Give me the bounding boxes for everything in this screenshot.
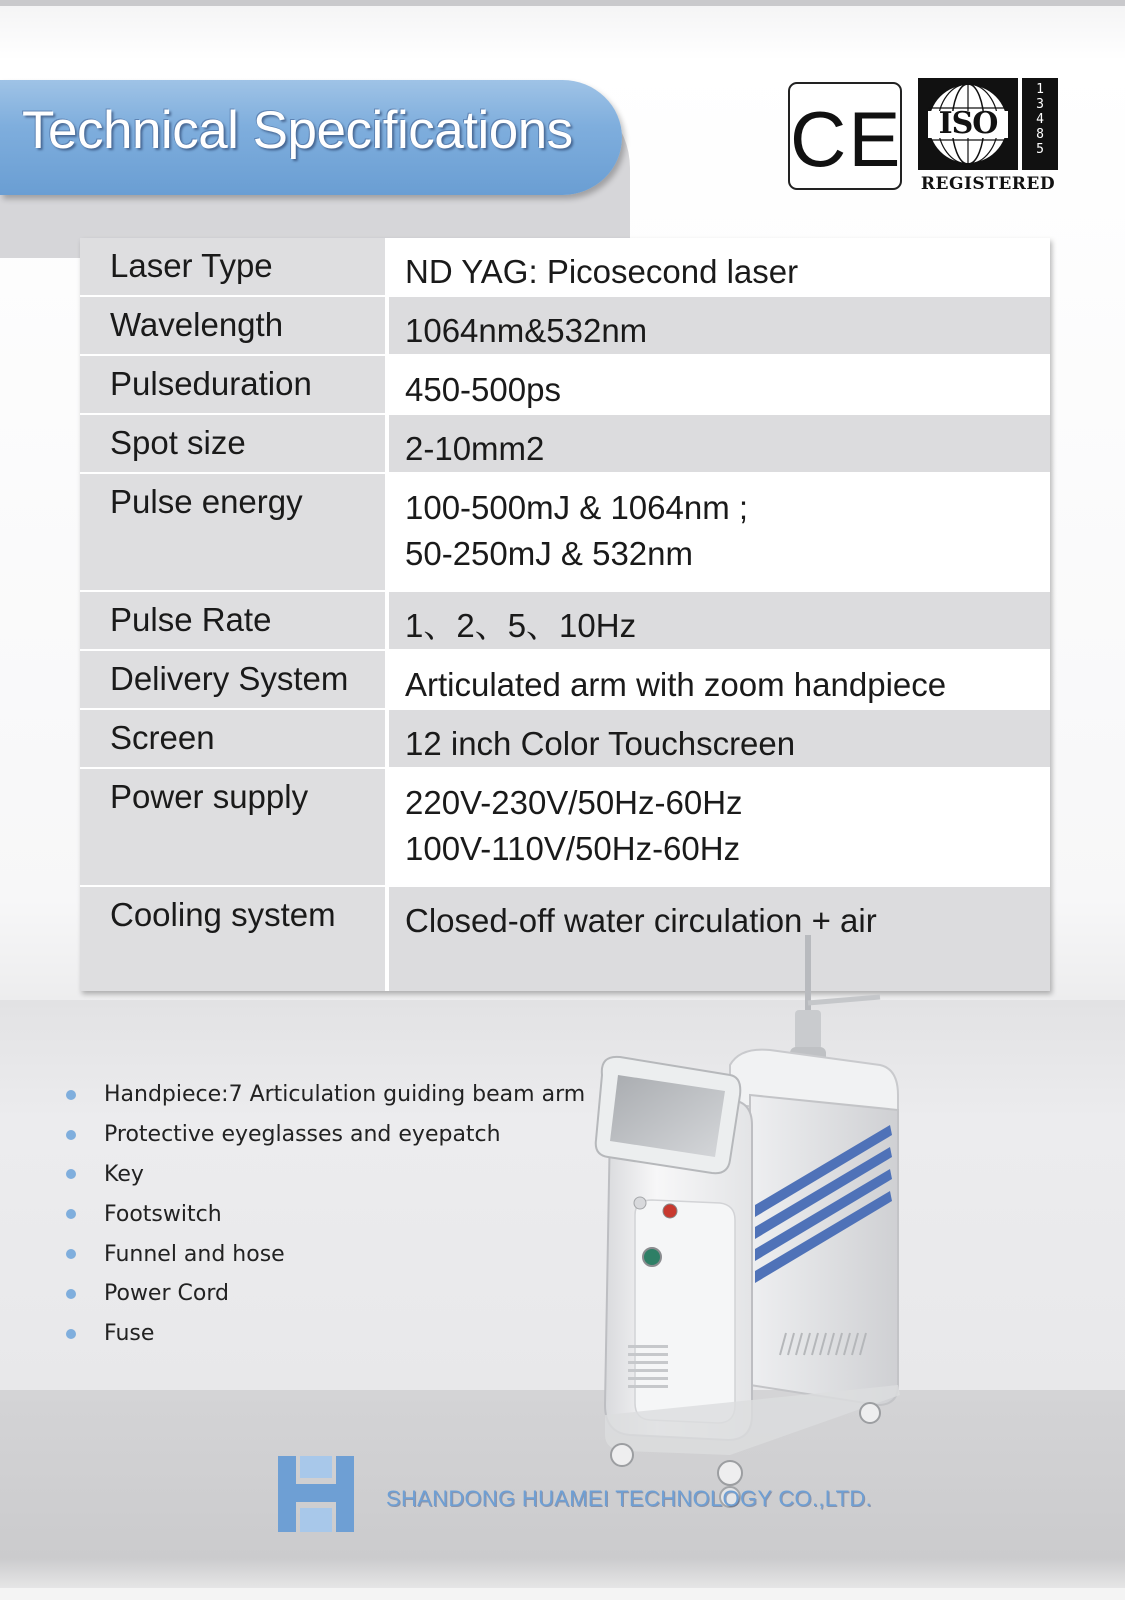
spec-row-spot-size (80, 415, 1050, 474)
list-item (62, 1314, 585, 1354)
company-h-logo (278, 1456, 354, 1532)
iso-digit: 4 (1036, 112, 1044, 127)
spec-label: Pulse energy (80, 474, 389, 590)
bullet-icon (66, 1249, 76, 1259)
spec-value-line: Closed-off water circulation + air (405, 902, 877, 939)
top-divider (0, 0, 1125, 6)
iso-digit: 1 (1036, 82, 1044, 97)
iso-logo (918, 78, 1058, 196)
list-item (62, 1194, 585, 1234)
spec-table (80, 238, 1050, 991)
spec-row-pulse-energy (80, 474, 1050, 592)
bullet-icon (66, 1289, 76, 1299)
bullet-icon (66, 1209, 76, 1219)
spec-value-line: ND YAG: Picosecond laser (405, 253, 799, 290)
spec-value-line: 12 inch Color Touchscreen (405, 725, 796, 762)
accessory-label: Handpiece:7 Articulation guiding beam arm (104, 1082, 586, 1108)
iso-digit: 8 (1036, 127, 1044, 142)
bottom-strip (0, 1588, 1125, 1600)
spec-value (389, 474, 1050, 590)
spec-label: Laser Type (80, 238, 389, 295)
list-item (62, 1274, 585, 1314)
spec-label: Delivery System (80, 651, 389, 708)
ce-logo (788, 82, 902, 190)
accessories-list (62, 1075, 585, 1354)
spec-value-line: 100-500mJ & 1064nm ; (405, 489, 749, 526)
spec-row-screen (80, 710, 1050, 769)
spec-value-line: 50-250mJ & 532nm (405, 535, 693, 572)
spec-row-wavelength (80, 297, 1050, 356)
spec-row-pulse-rate (80, 592, 1050, 651)
spec-value-line: 1、2、5、10Hz (405, 607, 637, 644)
iso-registered-label: REGISTERED (920, 174, 1056, 194)
spec-value (389, 769, 1050, 885)
spec-value-line: 100V-110V/50Hz-60Hz (405, 830, 741, 867)
iso-number-column (1022, 78, 1058, 170)
spec-value (389, 415, 1050, 472)
spec-label: Cooling system (80, 887, 389, 991)
spec-value-line: 450-500ps (405, 371, 561, 408)
spec-value (389, 592, 1050, 649)
spec-value-line: 2-10mm2 (405, 430, 545, 467)
spec-value-line: 220V-230V/50Hz-60Hz (405, 784, 743, 821)
list-item (62, 1115, 585, 1155)
iso-mark: ISO (938, 106, 998, 141)
bullet-icon (66, 1090, 76, 1100)
accessory-label: Fuse (104, 1321, 155, 1347)
spec-label: Pulse Rate (80, 592, 389, 649)
spec-row-power-supply (80, 769, 1050, 887)
iso-globe-block (918, 78, 1018, 170)
accessory-label: Protective eyeglasses and eyepatch (104, 1122, 501, 1148)
accessory-label: Footswitch (104, 1201, 222, 1227)
list-item (62, 1075, 585, 1115)
bullet-icon (66, 1329, 76, 1339)
spec-row-laser-type (80, 238, 1050, 297)
accessory-label: Key (104, 1161, 144, 1187)
iso-digit: 3 (1036, 97, 1044, 112)
iso-digit: 5 (1036, 142, 1044, 157)
spec-value (389, 297, 1050, 354)
spec-label: Screen (80, 710, 389, 767)
spec-label: Power supply (80, 769, 389, 885)
accessory-label: Funnel and hose (104, 1241, 285, 1267)
list-item (62, 1155, 585, 1195)
spec-value (389, 710, 1050, 767)
spec-value (389, 238, 1050, 295)
laser-machine-image (580, 935, 920, 1545)
spec-row-pulse-duration (80, 356, 1050, 415)
list-item (62, 1234, 585, 1274)
page-title: Technical Specifications (22, 101, 573, 160)
spec-value (389, 356, 1050, 413)
accessory-label: Power Cord (104, 1281, 229, 1307)
spec-value (389, 651, 1050, 708)
spec-label: Spot size (80, 415, 389, 472)
bullet-icon (66, 1169, 76, 1179)
spec-label: Pulseduration (80, 356, 389, 413)
spec-label: Wavelength (80, 297, 389, 354)
company-name: SHANDONG HUAMEI TECHNOLOGY CO.,LTD. (386, 1486, 873, 1511)
spec-row-delivery-system (80, 651, 1050, 710)
spec-value-line: 1064nm&532nm (405, 312, 648, 349)
spec-value-line: Articulated arm with zoom handpiece (405, 666, 947, 703)
bullet-icon (66, 1130, 76, 1140)
ce-mark: CE (790, 95, 903, 183)
